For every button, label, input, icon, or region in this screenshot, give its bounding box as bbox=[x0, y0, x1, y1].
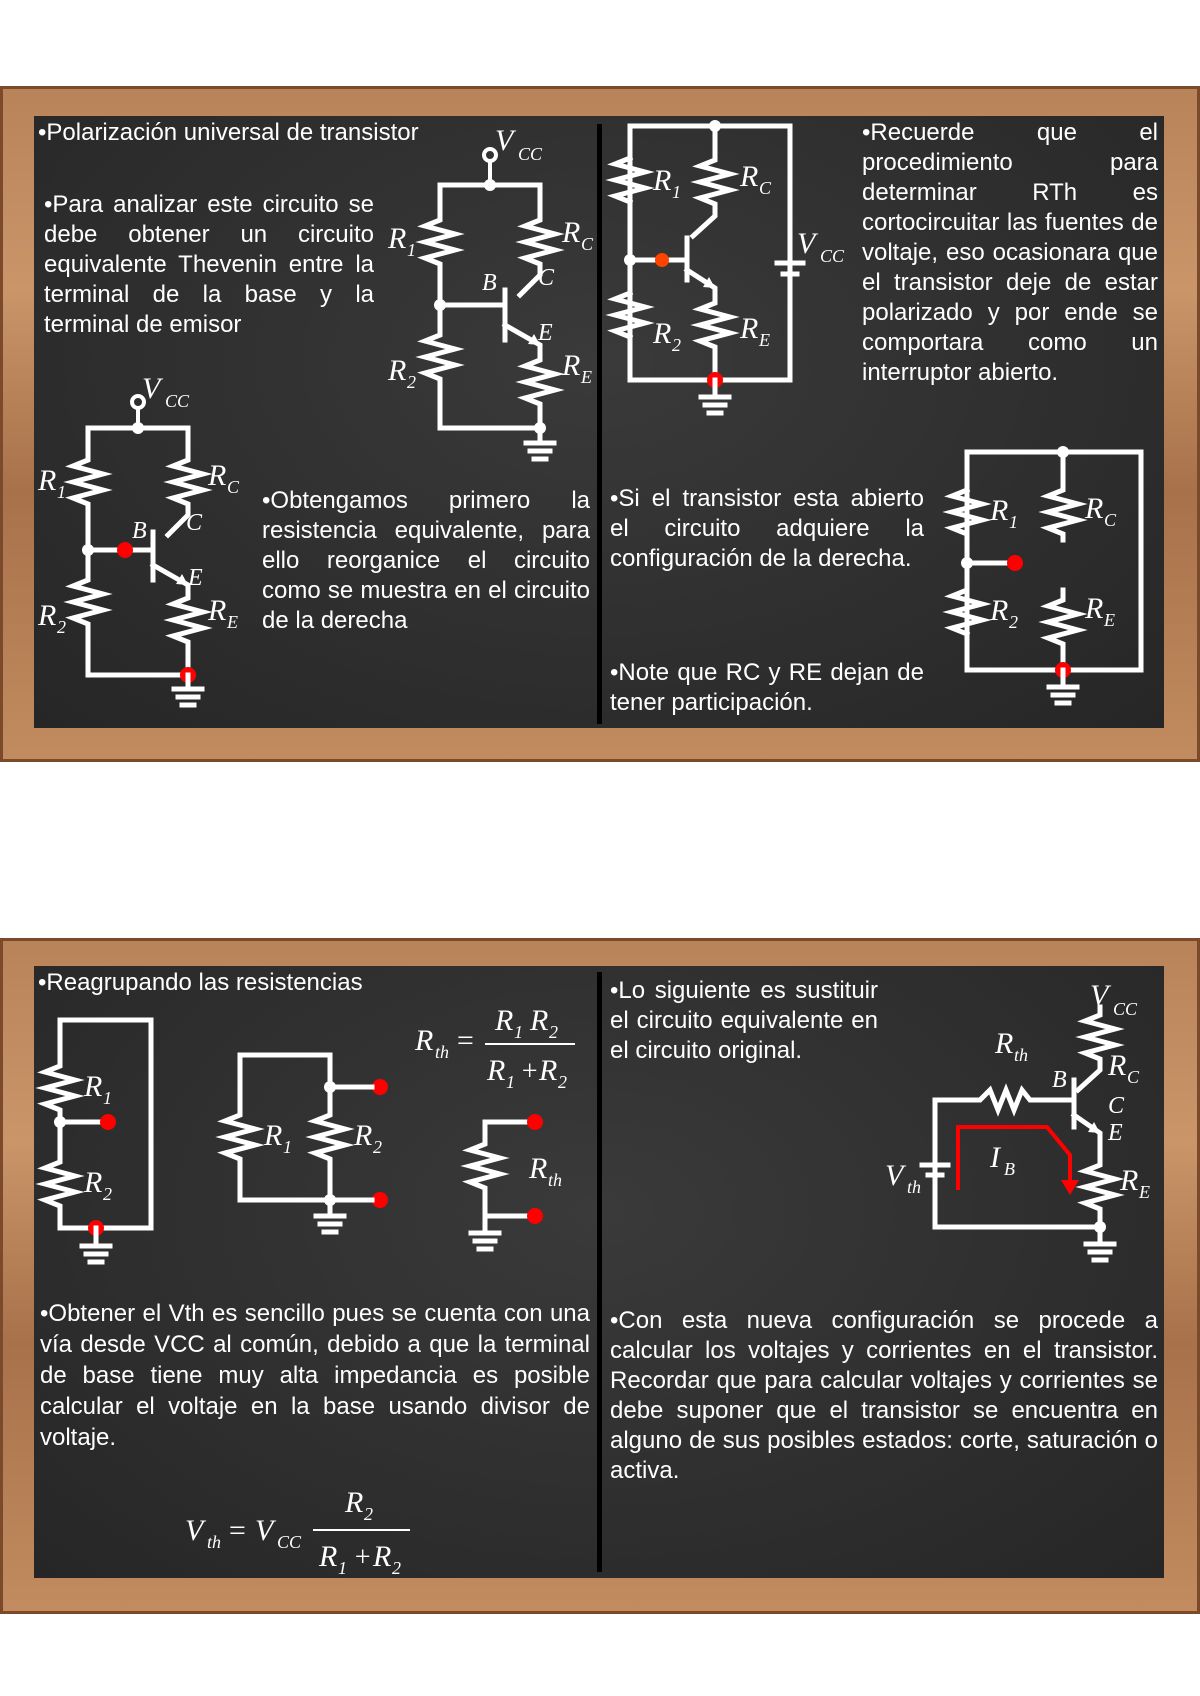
svg-text:R: R bbox=[345, 1486, 364, 1519]
svg-text:1: 1 bbox=[283, 1137, 292, 1157]
svg-text:th: th bbox=[207, 1532, 222, 1552]
svg-text:2: 2 bbox=[373, 1137, 382, 1157]
svg-text:1: 1 bbox=[514, 1022, 523, 1042]
svg-text:B: B bbox=[1004, 1159, 1015, 1179]
circuit-series-divider bbox=[36, 1010, 166, 1290]
svg-text:th: th bbox=[1014, 1045, 1029, 1065]
svg-text:1: 1 bbox=[672, 182, 681, 202]
svg-text:E: E bbox=[759, 330, 770, 350]
svg-text:R: R bbox=[38, 599, 57, 632]
svg-text:R: R bbox=[653, 317, 672, 350]
circuit-thevenin-substituted bbox=[880, 975, 1170, 1275]
svg-text:V: V bbox=[1090, 979, 1109, 1012]
svg-text:R: R bbox=[990, 594, 1009, 627]
svg-text:V: V bbox=[185, 1514, 204, 1547]
svg-text:th: th bbox=[907, 1177, 922, 1197]
svg-text:C: C bbox=[1127, 1067, 1140, 1087]
rth-formula bbox=[415, 1000, 595, 1090]
svg-text:I: I bbox=[990, 1141, 1000, 1174]
svg-text:E: E bbox=[188, 565, 203, 591]
slide1-note-text: •Note que RC y RE dejan de tener participación. bbox=[610, 659, 924, 716]
svg-text:C: C bbox=[538, 265, 555, 291]
svg-text:C: C bbox=[227, 477, 240, 497]
svg-text:1: 1 bbox=[103, 1088, 112, 1108]
svg-text:1: 1 bbox=[407, 240, 416, 260]
vth-formula bbox=[185, 1480, 425, 1578]
svg-text:R: R bbox=[415, 1024, 434, 1057]
svg-text:R: R bbox=[653, 164, 672, 197]
svg-text:CC: CC bbox=[277, 1532, 302, 1552]
slide2-title: •Reagrupando las resistencias bbox=[38, 969, 363, 996]
svg-text:C: C bbox=[1104, 510, 1117, 530]
svg-text:CC: CC bbox=[820, 246, 845, 266]
slide2-conclusion-text: •Con esta nueva configuración se procede a calcular los voltajes y corrientes en el transistor. Recordar que para calcular voltajes y corrientes se debe suponer que el transistor se encuentra en alguno de sus posibles estados: corte, saturación o activa. bbox=[610, 1307, 1158, 1484]
slide2-substitute-text: •Lo siguiente es sustituir el circuito equivalente en el circuito original. bbox=[610, 977, 878, 1064]
svg-text:B: B bbox=[132, 518, 147, 544]
circuit-rth-equivalent bbox=[455, 1110, 585, 1270]
svg-text:2: 2 bbox=[549, 1022, 558, 1042]
svg-text:R: R bbox=[1120, 1164, 1139, 1197]
svg-text:2: 2 bbox=[364, 1504, 373, 1524]
svg-text:B: B bbox=[1052, 1067, 1067, 1093]
svg-text:R: R bbox=[1108, 1049, 1127, 1082]
svg-text:R: R bbox=[487, 1054, 506, 1087]
svg-text:E: E bbox=[1104, 610, 1115, 630]
svg-text:R: R bbox=[495, 1004, 514, 1037]
slide1-title: •Polarización universal de transistor bbox=[38, 119, 419, 146]
svg-text:th: th bbox=[548, 1170, 563, 1190]
svg-text:E: E bbox=[1139, 1182, 1150, 1202]
slide1-open-text: •Si el transistor esta abierto el circuito adquiere la configuración de la derecha. bbox=[610, 485, 924, 572]
svg-text:=: = bbox=[227, 1514, 248, 1547]
svg-text:R: R bbox=[84, 1166, 103, 1199]
svg-text:R: R bbox=[539, 1054, 558, 1087]
svg-text:R: R bbox=[562, 216, 581, 249]
svg-text:C: C bbox=[186, 510, 203, 536]
svg-text:V: V bbox=[797, 227, 816, 260]
svg-text:2: 2 bbox=[57, 617, 66, 637]
svg-text:1: 1 bbox=[338, 1558, 347, 1578]
svg-text:+: + bbox=[520, 1056, 539, 1087]
slide-2-divider bbox=[597, 972, 602, 1572]
svg-text:C: C bbox=[1108, 1093, 1125, 1119]
circuit-parallel bbox=[210, 1045, 400, 1265]
circuit-open-transistor bbox=[945, 440, 1145, 730]
svg-text:2: 2 bbox=[392, 1558, 401, 1578]
svg-text:R: R bbox=[562, 349, 581, 382]
slide1-intro-text: •Para analizar este circuito se debe obtener un circuito equivalente Thevenin entre la terminal de la base y la terminal de emisor bbox=[44, 191, 374, 338]
svg-text:2: 2 bbox=[558, 1072, 567, 1092]
svg-text:V: V bbox=[885, 1159, 904, 1192]
svg-text:R: R bbox=[388, 354, 407, 387]
svg-text:R: R bbox=[38, 464, 57, 497]
svg-text:E: E bbox=[227, 612, 238, 632]
svg-text:C: C bbox=[759, 178, 772, 198]
svg-text:=: = bbox=[455, 1024, 476, 1057]
svg-text:1: 1 bbox=[1009, 512, 1018, 532]
svg-text:2: 2 bbox=[672, 335, 681, 355]
svg-text:R: R bbox=[995, 1027, 1014, 1060]
svg-text:R: R bbox=[529, 1152, 548, 1185]
svg-text:R: R bbox=[84, 1070, 103, 1103]
svg-text:E: E bbox=[538, 320, 553, 346]
svg-text:CC: CC bbox=[518, 144, 543, 164]
svg-text:1: 1 bbox=[506, 1072, 515, 1092]
svg-text:CC: CC bbox=[165, 391, 190, 411]
svg-text:R: R bbox=[373, 1540, 392, 1573]
svg-text:R: R bbox=[208, 459, 227, 492]
svg-text:2: 2 bbox=[1009, 612, 1018, 632]
svg-text:+: + bbox=[353, 1542, 372, 1573]
svg-text:R: R bbox=[990, 494, 1009, 527]
slide1-step-text: •Obtengamos primero la resistencia equivalente, para ello reorganice el circuito como se muestra en el circuito de la derecha bbox=[262, 487, 590, 634]
svg-text:V: V bbox=[255, 1514, 274, 1547]
svg-text:CC: CC bbox=[1113, 999, 1138, 1019]
svg-text:1: 1 bbox=[57, 482, 66, 502]
svg-text:R: R bbox=[1085, 592, 1104, 625]
circuit-universal-bias bbox=[380, 124, 610, 470]
svg-text:R: R bbox=[530, 1004, 549, 1037]
slide1-recall-text: •Recuerde que el procedimiento para determinar RTh es cortocircuitar las fuentes de voltaje, eso ocasionara que el transistor deje de estar polarizado y por ende se comportara como un interruptor abierto. bbox=[862, 119, 1158, 386]
svg-text:V: V bbox=[142, 372, 161, 405]
slide2-vth-text: •Obtener el Vth es sencillo pues se cuenta con una vía desde VCC al común, debido a que la terminal de base tiene muy alta impedancia es posible calcular el voltaje en la base usando divisor de voltaje. bbox=[40, 1300, 590, 1451]
svg-text:R: R bbox=[319, 1540, 338, 1573]
svg-text:R: R bbox=[1085, 492, 1104, 525]
svg-text:C: C bbox=[581, 234, 594, 254]
svg-text:E: E bbox=[581, 367, 592, 387]
circuit-universal-bias-marked bbox=[38, 372, 268, 720]
circuit-reorganized bbox=[605, 118, 855, 438]
svg-text:R: R bbox=[740, 160, 759, 193]
svg-text:R: R bbox=[208, 594, 227, 627]
vcc-label: V bbox=[495, 124, 514, 157]
svg-text:R: R bbox=[388, 222, 407, 255]
svg-text:th: th bbox=[435, 1042, 450, 1062]
svg-text:R: R bbox=[740, 312, 759, 345]
svg-text:E: E bbox=[1108, 1120, 1123, 1146]
svg-text:B: B bbox=[482, 270, 497, 296]
svg-text:R: R bbox=[264, 1119, 283, 1152]
svg-text:2: 2 bbox=[103, 1184, 112, 1204]
svg-text:2: 2 bbox=[407, 372, 416, 392]
svg-text:R: R bbox=[354, 1119, 373, 1152]
